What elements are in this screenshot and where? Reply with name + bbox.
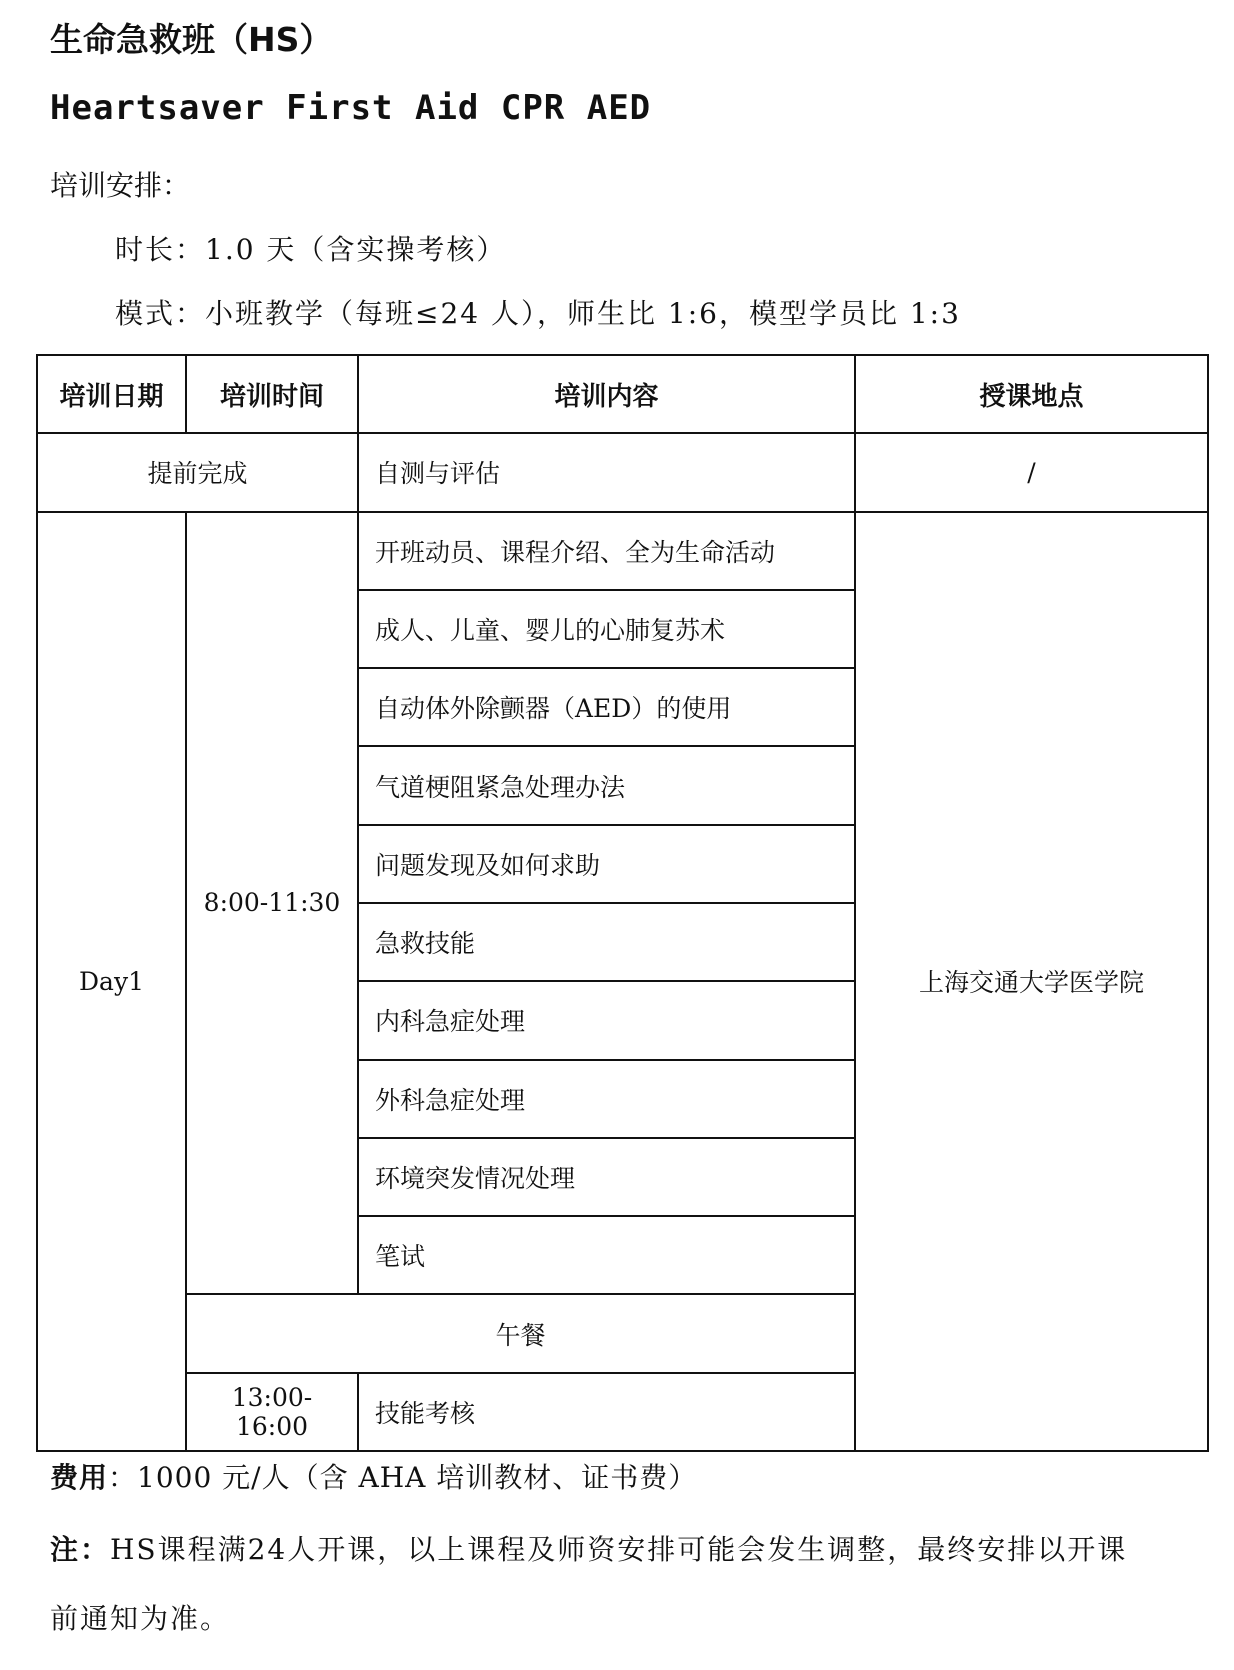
fee-text: ：1000 元/人（含 AHA 培训教材、证书费） [108,1461,698,1494]
lunch-cell: 午餐 [186,1294,855,1372]
note-label: 注： [50,1533,111,1566]
header-time: 培训时间 [186,355,358,433]
duration-line: 时长：1.0 天（含实操考核） [115,233,507,266]
schedule-table [36,354,1209,1452]
note-line-2: 前通知为准。 [50,1602,231,1635]
content-item: 笔试 [358,1216,855,1294]
content-item: 问题发现及如何求助 [358,825,855,903]
pre-location: / [855,433,1208,511]
pre-label: 提前完成 [37,433,358,511]
mode-line: 模式：小班教学（每班≤24 人），师生比 1:6，模型学员比 1:3 [115,297,961,330]
afternoon-content: 技能考核 [358,1373,855,1451]
fee-label: 费用 [50,1461,109,1494]
header-content: 培训内容 [358,355,855,433]
table-row-pre [37,433,1208,511]
day-cell: Day1 [37,512,186,1451]
content-item: 急救技能 [358,903,855,981]
header-location: 授课地点 [855,355,1208,433]
page-title: 生命急救班（HS） [50,20,333,59]
content-item: 成人、儿童、婴儿的心肺复苏术 [358,590,855,668]
table-header-row [37,355,1208,433]
schedule-heading: 培训安排： [50,169,191,202]
fee-line [50,1456,697,1496]
note-line [50,1528,1127,1568]
note-text: HS课程满24人开课，以上课程及师资安排可能会发生调整，最终安排以开课 [110,1533,1128,1566]
page-subtitle: Heartsaver First Aid CPR AED [50,88,652,128]
content-item: 环境突发情况处理 [358,1138,855,1216]
pre-content: 自测与评估 [358,433,855,511]
table-row [37,512,1208,590]
content-item: 内科急症处理 [358,981,855,1059]
content-item: 外科急症处理 [358,1060,855,1138]
content-item: 开班动员、课程介绍、全为生命活动 [358,512,855,590]
location-cell: 上海交通大学医学院 [855,512,1208,1451]
header-date: 培训日期 [37,355,186,433]
morning-time-cell: 8:00-11:30 [186,512,358,1295]
content-item: 气道梗阻紧急处理办法 [358,746,855,824]
content-item: 自动体外除颤器（AED）的使用 [358,668,855,746]
afternoon-time-cell: 13:00-16:00 [186,1373,358,1451]
